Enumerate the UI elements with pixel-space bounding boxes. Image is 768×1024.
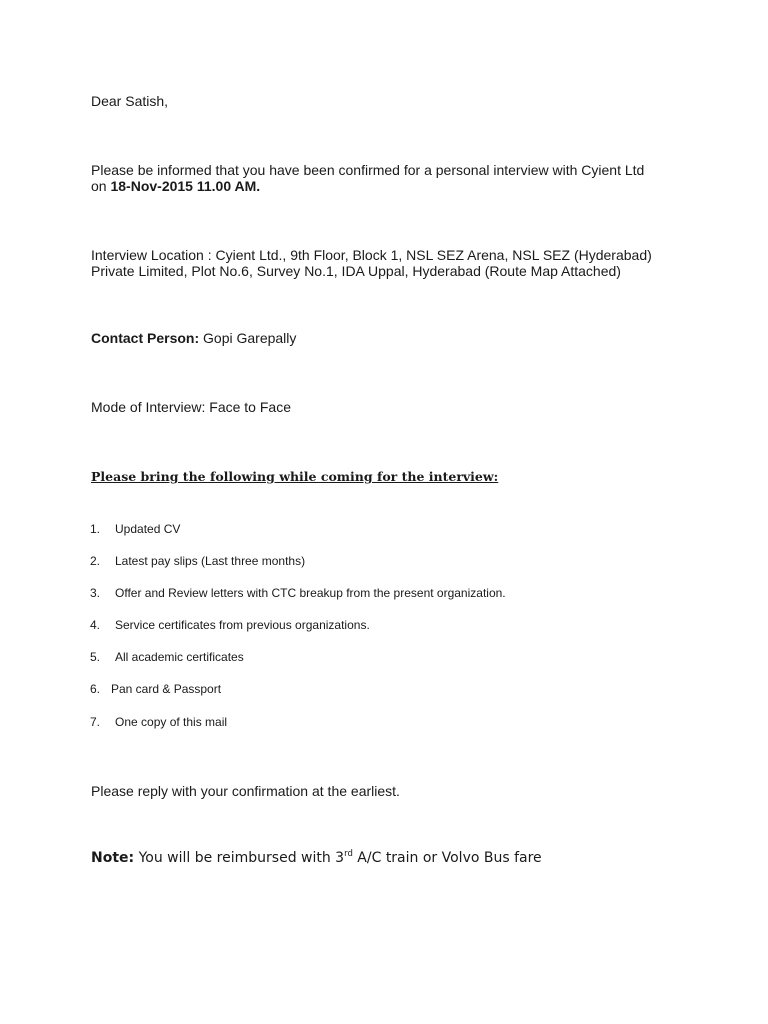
list-item-text: Pan card & Passport (111, 682, 222, 696)
list-item-number: 2. (90, 554, 101, 568)
bring-heading: Please bring the following while coming for the interview: (91, 469, 499, 484)
list-item-text: Updated CV (115, 522, 181, 536)
location-line-2: Private Limited, Plot No.6, Survey No.1, IDA Uppal, Hyderabad (Route Map Attached) (91, 263, 621, 279)
contact-person (91, 330, 296, 346)
list-item (90, 586, 506, 600)
salutation: Dear Satish, (91, 93, 169, 109)
reply-request: Please reply with your confirmation at the earliest. (91, 783, 400, 799)
confirmation-line-2-prefix: on (91, 178, 111, 194)
interview-mode: Mode of Interview: Face to Face (91, 399, 291, 415)
list-item-text: Latest pay slips (Last three months) (115, 554, 306, 568)
list-item-text: One copy of this mail (115, 715, 228, 729)
list-item-text: All academic certificates (115, 650, 244, 664)
list-item (90, 618, 370, 632)
list-item-number: 6. (90, 682, 101, 696)
confirmation-line-1: Please be informed that you have been confirmed for a personal interview with Cyient Ltd (91, 162, 645, 178)
list-item-number: 7. (90, 715, 101, 729)
list-item-number: 5. (90, 650, 101, 664)
list-item (90, 682, 221, 696)
list-item (90, 650, 244, 664)
list-item-number: 1. (90, 522, 101, 536)
reimbursement-note (91, 849, 542, 867)
contact-person-label: Contact Person: (91, 330, 200, 346)
location-line-1: Interview Location : Cyient Ltd., 9th Floor, Block 1, NSL SEZ Arena, NSL SEZ (Hyderabad) (91, 247, 652, 263)
list-item-number: 4. (90, 618, 101, 632)
list-item-text: Offer and Review letters with CTC breakup from the present organization. (115, 586, 506, 600)
list-item-number: 3. (90, 586, 101, 600)
interview-datetime: 18-Nov-2015 11.00 AM. (110, 178, 261, 194)
list-item (90, 715, 227, 729)
list-item (90, 554, 305, 568)
note-text-after: A/C train or Volvo Bus fare (352, 850, 542, 866)
note-text-before: You will be reimbursed with 3 (134, 850, 345, 866)
note-label: Note: (91, 850, 135, 866)
confirmation-line-2 (91, 178, 260, 194)
list-item-text: Service certificates from previous organizations. (115, 618, 370, 632)
contact-person-name: Gopi Garepally (199, 330, 297, 346)
note-superscript: rd (344, 849, 353, 859)
list-item (90, 522, 180, 536)
